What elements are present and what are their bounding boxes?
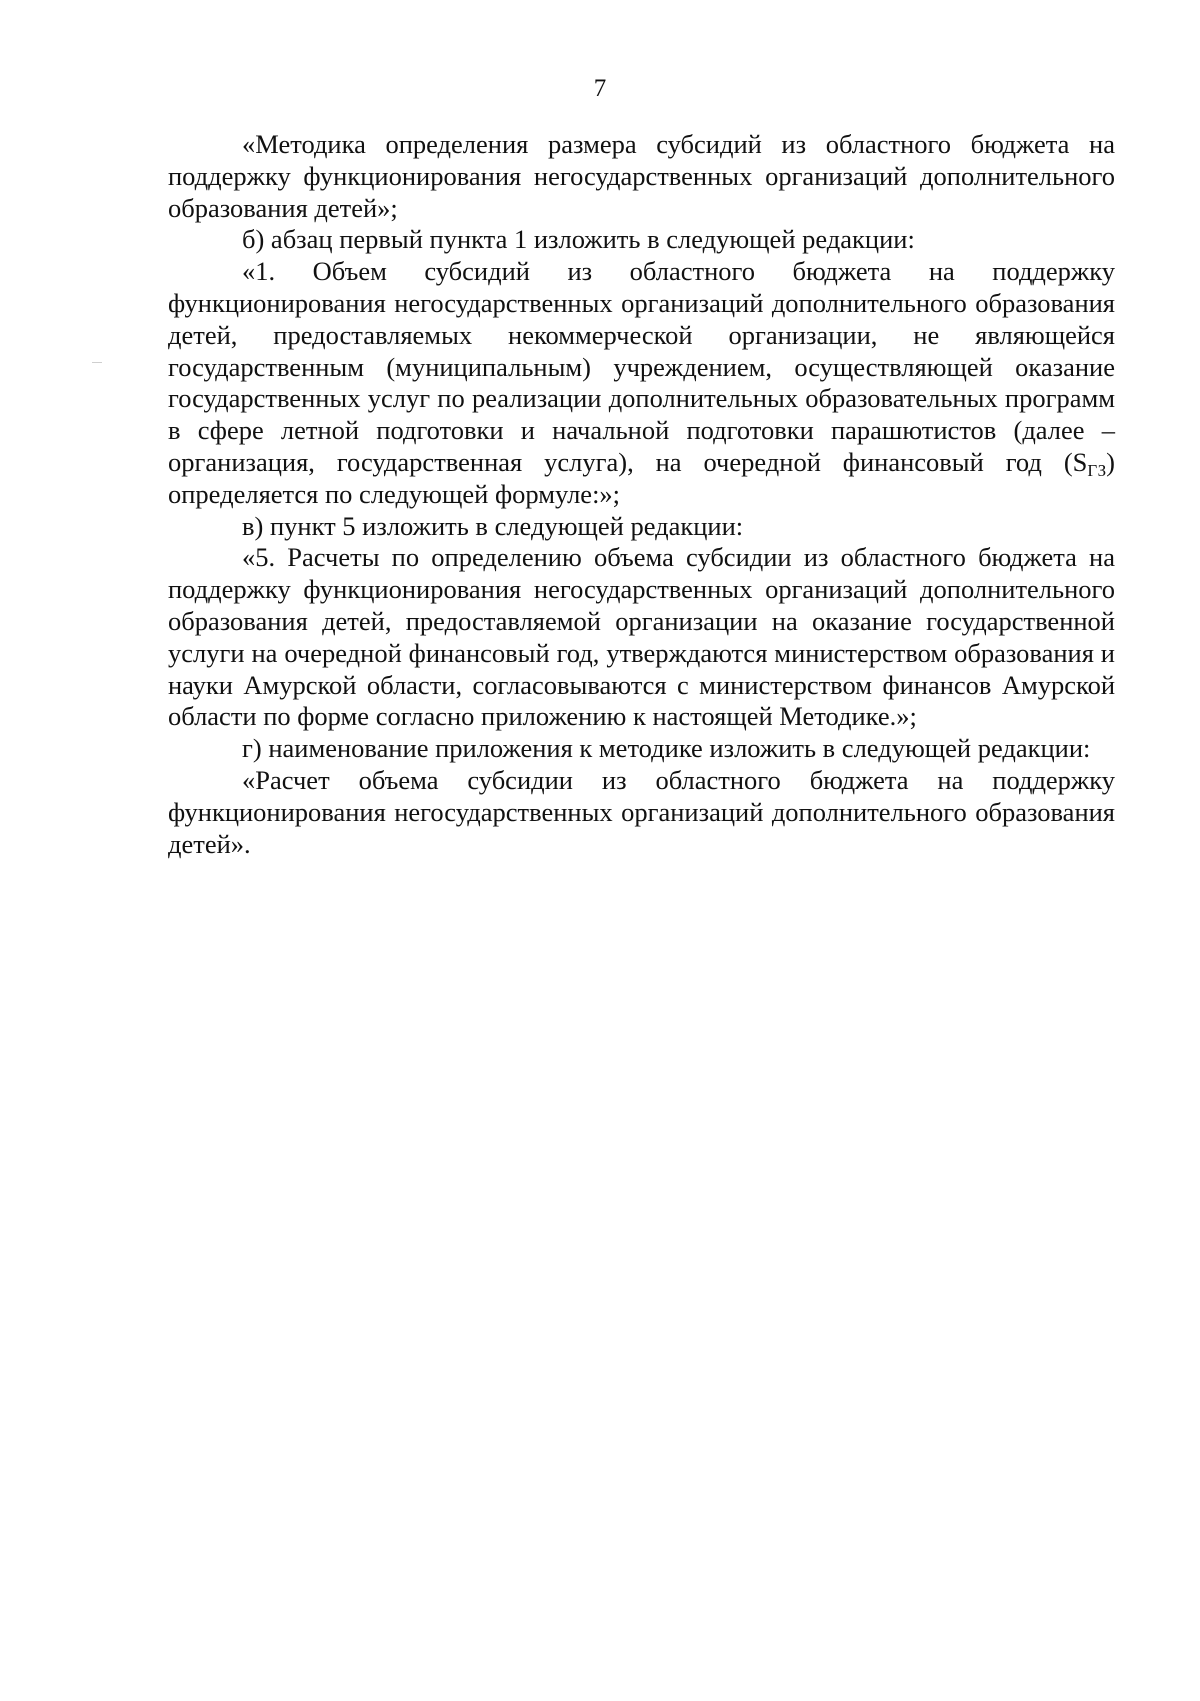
paragraph-methodology-title: «Методика определения размера субсидий из областного бюджета на поддержку функционирования негосударственных организаций дополнительного образования детей»; [168,129,1115,223]
page-number: 7 [593,75,607,102]
paragraph-item-g: г) наименование приложения к методике изложить в следующей редакции: [242,733,1091,764]
paragraph-clause-5: «5. Расчеты по определению объема субсидии из областного бюджета на поддержку функционирования негосударственных организаций дополнительного образования детей, предоставляемой организации на оказание государственной услуги на очередной финансовый год, утверждаются министерством образования и науки Амурской области, согласовываются с министерством финансов Амурской области по форме согласно приложению к настоящей Методике.»; [168,542,1115,732]
paragraph-item-b: б) абзац первый пункта 1 изложить в следующей редакции: [242,224,915,255]
paragraph-appendix-title: «Расчет объема субсидии из областного бюджета на поддержку функционирования негосударственных организаций дополнительного образования детей». [168,764,1115,859]
clause-1-ending: ) определяется по следующей формуле:»; [168,446,1115,509]
document-body [168,129,1115,860]
paragraph-item-v: в) пункт 5 изложить в следующей редакции: [242,510,744,541]
clause-1-text: «1. Объем субсидий из областного бюджета на поддержку функционирования негосударственных организаций дополнительного образования детей, предоставляемых некоммерческой организации, не являющейся государственным (муниципальным) учреждением, осуществляющей оказание государственных услуг по реализации дополнительных образовательных программ в сфере летной подготовки и начальной подготовки парашютистов (далее – организация, государственная услуга), на очередной финансовый год (S [168,256,1115,477]
scan-margin-mark [92,362,102,363]
paragraph-clause-1 [168,256,1115,510]
formula-subscript: ГЗ [1087,460,1107,480]
